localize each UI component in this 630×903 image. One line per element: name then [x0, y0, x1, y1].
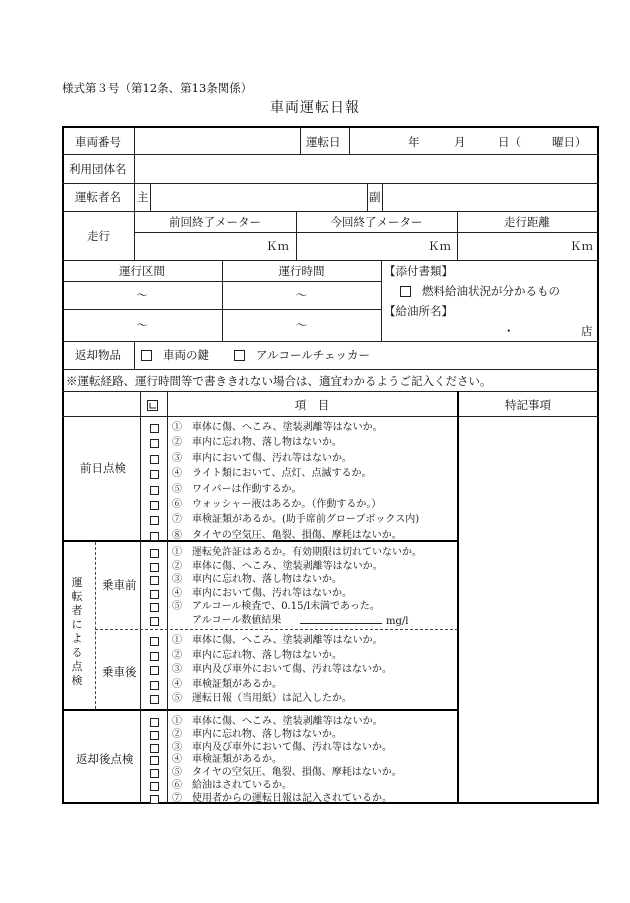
check-item-text: ③ 車内及び車外において傷、汚れ等はないか。 — [172, 741, 392, 753]
drive-date-label: 運転日 — [306, 135, 341, 149]
frame-right — [597, 126, 599, 804]
check-item-checkbox[interactable] — [150, 516, 159, 525]
check-item-checkbox[interactable] — [150, 666, 159, 675]
main-driver-label: 主 — [137, 190, 149, 204]
driver-check-label: 運 転 者 に よ る 点 検 — [71, 576, 83, 687]
check-item-checkbox[interactable] — [150, 532, 159, 541]
after-ride-label: 乗車後 — [102, 665, 137, 679]
check-item-text: ② 車内に忘れ物、落し物はないか。 — [172, 728, 342, 740]
check-item-checkbox[interactable] — [150, 576, 159, 585]
check-item-text: ④ 車検証類があるか。 — [172, 678, 282, 690]
check-item-checkbox[interactable] — [150, 603, 159, 612]
check-item-text: ④ 車検証類があるか。 — [172, 754, 282, 766]
check-item-checkbox[interactable] — [150, 563, 159, 572]
check-item-checkbox[interactable] — [150, 470, 159, 479]
check-item-text: ⑤ アルコール検査で、0.15/l未満であった。 — [172, 601, 380, 613]
check-item-checkbox[interactable] — [150, 637, 159, 646]
check-item-text: ① 車体に傷、へこみ、塗装剥離等はないか。 — [172, 635, 383, 646]
check-item-text: ⑦ 車検証類があるか。(助手席前グローブボックス内) — [172, 514, 420, 526]
check-item-text: ③ 車内及び車外において傷、汚れ等はないか。 — [172, 664, 392, 676]
check-item-checkbox[interactable] — [150, 617, 159, 626]
check-item-text: アルコール数値結果 — [172, 615, 282, 626]
check-item-checkbox[interactable] — [150, 756, 159, 765]
check-item-checkbox[interactable] — [150, 782, 159, 791]
check-item-checkbox[interactable] — [150, 681, 159, 690]
organization-label: 利用団体名 — [69, 162, 127, 176]
alcohol-checker-checkbox[interactable] — [234, 350, 245, 361]
check-item-text: ① 車体に傷、へこみ、塗装剥離等はないか。 — [172, 716, 383, 727]
page-title: 車両運転日報 — [270, 100, 360, 116]
check-item-checkbox[interactable] — [150, 795, 159, 804]
checkmark-icon — [147, 400, 158, 411]
check-item-text: ⑤ ワイパーは作動するか。 — [172, 483, 302, 495]
check-item-checkbox[interactable] — [150, 695, 159, 704]
check-item-checkbox[interactable] — [150, 652, 159, 661]
check-item-text: ③ 車内において傷、汚れ等はないか。 — [172, 452, 352, 464]
vehicle-number-label: 車両番号 — [75, 135, 121, 149]
check-item-text: ⑧ タイヤの空気圧、亀裂、損傷、摩耗はないか。 — [172, 529, 402, 541]
alcohol-unit: mg/l — [386, 616, 409, 627]
return-check-label: 返却後点検 — [76, 752, 134, 766]
check-item-checkbox[interactable] — [150, 744, 159, 753]
check-item-checkbox[interactable] — [150, 501, 159, 510]
check-item-text: ② 車内に忘れ物、落し物はないか。 — [172, 649, 342, 661]
check-item-checkbox[interactable] — [150, 718, 159, 727]
check-item-checkbox[interactable] — [150, 731, 159, 740]
sub-driver-label: 副 — [369, 190, 381, 204]
check-item-text: ① 車体に傷、へこみ、塗装剥離等はないか。 — [172, 422, 383, 433]
check-item-text: ① 運転免許証はあるか。有効期限は切れていないか。 — [172, 547, 422, 558]
check-item-checkbox[interactable] — [150, 455, 159, 464]
check-item-text: ② 車内に忘れ物、落し物はないか。 — [172, 437, 342, 449]
frame-top — [62, 126, 599, 128]
check-item-checkbox[interactable] — [150, 439, 159, 448]
check-item-text: ② 車体に傷、へこみ、塗装剥離等はないか。 — [172, 560, 383, 572]
fuel-status-checkbox[interactable] — [400, 286, 411, 297]
check-item-checkbox[interactable] — [150, 424, 159, 433]
travel-label: 走行 — [87, 229, 110, 243]
driver-name-label: 運転者名 — [75, 190, 121, 204]
form-number: 様式第３号（第12条、第13条関係） — [62, 81, 253, 95]
check-item-text: ⑤ 運転日報（当用紙）は記入したか。 — [172, 693, 352, 705]
frame-left — [62, 126, 64, 804]
return-items-label: 返却物品 — [75, 348, 121, 362]
check-item-checkbox[interactable] — [150, 486, 159, 495]
check-item-text: ⑦ 使用者からの運転日報は記入されているか。 — [172, 792, 392, 804]
check-item-text: ⑥ 給油はされているか。 — [172, 780, 292, 791]
note-text: ※運転経路、運行時間等で書ききれない場合は、適宜わかるようご記入ください。 — [66, 374, 492, 388]
check-item-checkbox[interactable] — [150, 549, 159, 558]
check-item-text: ④ ライト類において、点灯、点滅するか。 — [172, 468, 372, 480]
check-item-checkbox[interactable] — [150, 769, 159, 778]
check-item-text: ③ 車内に忘れ物、落し物はないか。 — [172, 574, 342, 586]
check-item-text: ⑥ ウォッシャー液はあるか。（作動するか。） — [172, 499, 382, 510]
vehicle-key-checkbox[interactable] — [141, 350, 152, 361]
check-item-text: ④ 車内において傷、汚れ等はないか。 — [172, 587, 352, 599]
previous-day-label: 前日点検 — [80, 461, 126, 475]
check-item-text: ⑤ タイヤの空気圧、亀裂、損傷、摩耗はないか。 — [172, 767, 402, 779]
check-item-checkbox[interactable] — [150, 590, 159, 599]
before-ride-label: 乗車前 — [102, 578, 137, 592]
